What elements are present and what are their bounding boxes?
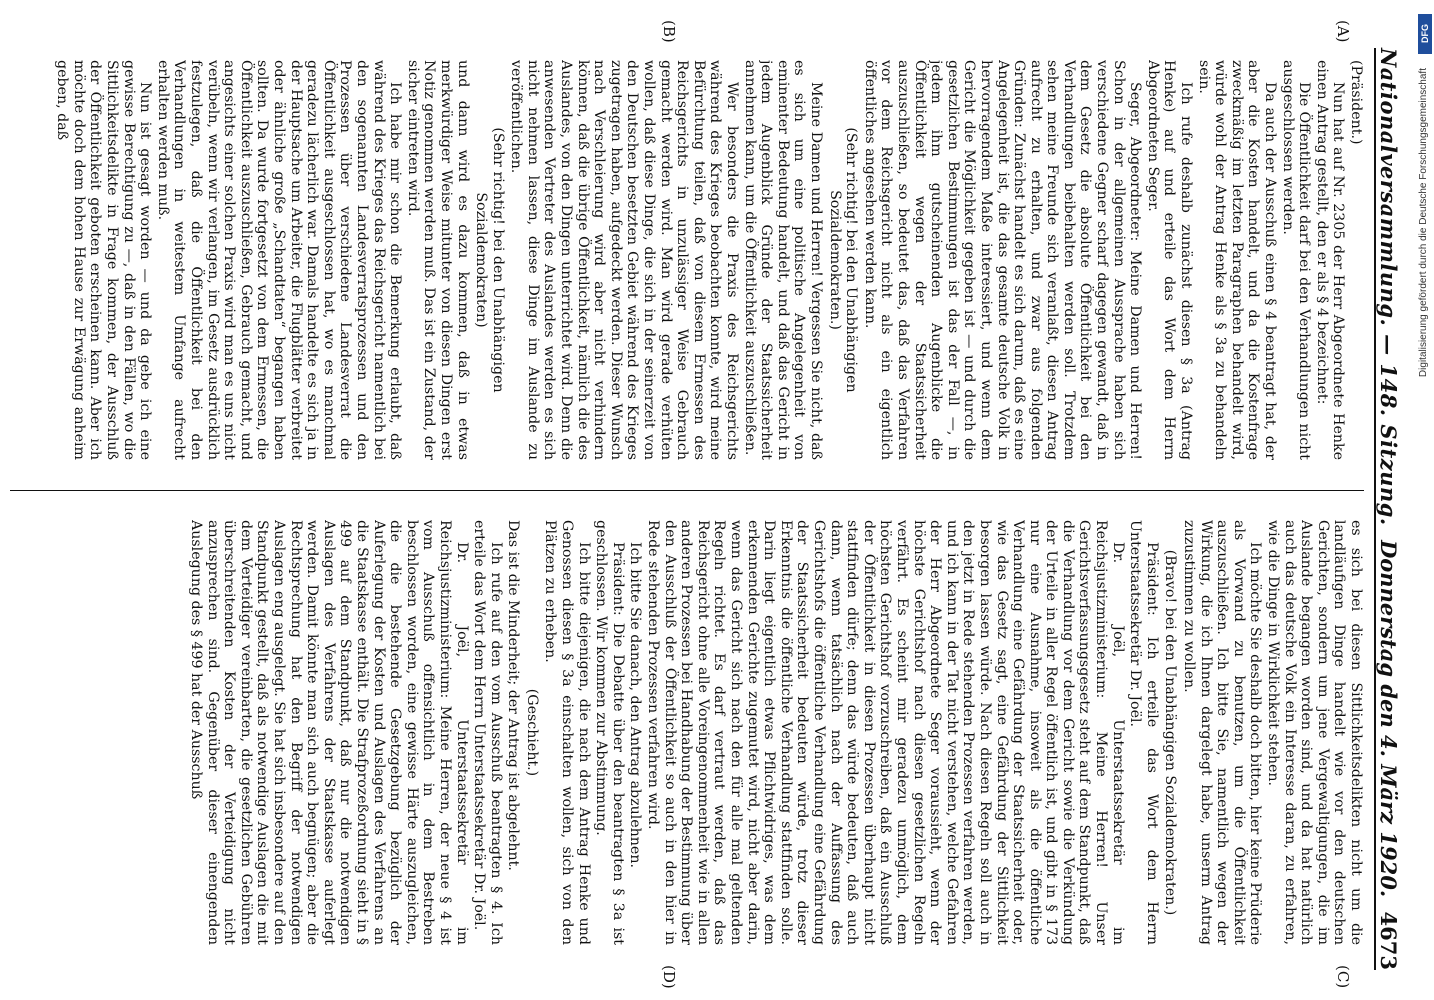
paragraph: Ich rufe deshalb zunächst diesen § 3a (Antrag Henke) auf und erteile das Wort dem Herrn Abgeordneten Seger. bbox=[1144, 60, 1195, 460]
margin-marker-a: (A) bbox=[1334, 20, 1352, 43]
paragraph: Da auch der Ausschuß einen § 4 beantragt hat, der aber die Kosten handelt, und da die Kostenfrage zweckmäßig im letzten Paragraphen behandelt wird, würde wohl der Antrag Henke als § 3a zu behandeln sein. bbox=[1195, 60, 1279, 460]
digitization-note: Digitalisierung gefördert durch die Deutsche Forschungsgemeinschaft bbox=[1418, 68, 1429, 378]
paragraph: Ich rufe auf den vom Ausschuß beantragten § 4. Ich erteile das Wort dem Herrn Unterstaatssekretär Dr. Joël. bbox=[471, 520, 504, 945]
margin-marker-d: (D) bbox=[660, 965, 678, 989]
paragraph: Das ist die Minderheit; der Antrag ist abgelehnt. bbox=[505, 520, 522, 871]
margin-marker-c: (C) bbox=[1334, 965, 1352, 989]
right-text-column bbox=[12, 520, 1364, 945]
paragraph: Nun ist gesagt worden — und da gebe ich eine gewisse Berechtigung zu —, daß in den Fällen, wo die Sittlichkeitsdelikte in Frage kommen, der Ausschluß der Öffentlichkeit geboten erscheinen kann. Aber ich möchte doch dem hohen Hause zur Erwägung anheim geben, daß bbox=[54, 60, 154, 460]
header-session: Nationalversammlung. — 148. Sitzung. bbox=[1376, 48, 1401, 526]
paragraph: und dann wird es dazu kommen, daß in etwas merkwürdiger Weise mitunter von diesen Dingen erst Notiz genommen werden muß. Das ist ein Zustand, der sicher eintreten wird. bbox=[404, 60, 471, 460]
paragraph: Präsident: Ich erteile das Wort dem Herrn Unterstaatssekretär Dr. Joël. bbox=[1127, 520, 1160, 945]
paragraph: Dr. Joël, Unterstaatssekretär im Reichsjustizministerium: Meine Herren! Unser Gerichtsverfassungsgesetz steht auf dem Standpunkt, daß die Verhandlung vor dem Gericht sowie die Verkündung der Urteile in aller Regel öffentlich ist, und gibt in § 173 nur eine Ausnahme, insoweit als die öffentliche Verhandlung eine Gefährdung der Staatssicherheit oder, wie das Gesetz sagt, eine Gefährdung der Sittlichkeit besorgen lassen würde. Nach diesen Regeln soll auch in den jetzt in Rede stehenden Prozessen verfahren werden, und ich kann in der Tat nicht verstehen, welche Gefahren der Herr Abgeordnete Seger voraussieht, wenn der höchste Gerichtshof nach diesen gesetzlichen Regeln verfährt. Es scheint mir geradezu unmöglich, dem höchsten Gerichtshof vorzuschreiben, daß ein Ausschluß der Öffentlichkeit in diesen Prozessen überhaupt nicht stattfinden dürfe; denn das würde bedeuten, daß auch dann, wenn tatsächlich nach der Auffassung des Gerichtshofs die öffentliche Verhandlung eine Gefährdung der Staatssicherheit bedeuten würde, trotz dieser Erkenntnis die öffentliche Verhandlung stattfinden solle. Darin liegt eigentlich etwas Pflichtwidriges, was dem erkennenden Gerichte zugemutet wird, nicht aber darin, wenn das Gericht sich nach den für alle mal geltenden Regeln richtet. Es darf vertraut werden, daß das Reichsgericht ohne alle Voreingenommenheit wie in allen anderen Prozessen bei Handhabung der Bestimmung über den Ausschluß der Öffentlichkeit so auch in den hier in Rede stehenden Prozessen verfahren wird. bbox=[645, 520, 1126, 945]
dfg-logo: DFG bbox=[1418, 14, 1432, 54]
paragraph: Ich bitte Sie danach, den Antrag abzulehnen. bbox=[627, 542, 644, 868]
paragraph: Meine Damen und Herren! Vergessen Sie nicht, daß es sich um eine politische Angelegenheit von eminenter Bedeutung handelt, und daß das Gericht in jedem Augenblick Gründe der Staatssicherheit annehmen kann, um die Öffentlichkeit auszuschließen. bbox=[741, 60, 824, 460]
paragraph: Ich habe mir schon die Bemerkung erlaubt, daß während des Krieges das Reichsgericht namentlich bei den sogenannten Landesverratsprozessen und den Prozessen über verschiedene Landesverrat die Öffentlichkeit ausgeschlossen hat, wo es manchmal geradezu lächerlich war. Damals handelte es sich ja in der Hauptsache um Arbeiter, die Flugblätter verbreitet oder ähnliche große „Schandtaten“ begangen haben sollten. Da wurde fortgesetzt von dem Ermessen, die Öffentlichkeit auszuschließen, Gebrauch gemacht, und angesichts einer solchen Praxis wird man es uns nicht verübeln, wenn wir verlangen, im Gesetz ausdrücklich festzulegen, daß die Öffentlichkeit bei den Verhandlungen in weitestem Umfange aufrecht erhalten werden muß. bbox=[154, 60, 404, 460]
paragraph: Nun hat auf Nr. 2305 der Herr Abgeordnete Henke einen Antrag gestellt, den er als § 4 bezeichnet: bbox=[1313, 60, 1347, 460]
interjection: (Sehr richtig! bei den Unabhängigen Sozialdemokraten.) bbox=[826, 127, 860, 393]
interjection: (Bravo! bei den Unabhängigen Sozialdemokraten.) bbox=[1162, 549, 1179, 916]
paragraph: Seger, Abgeordneter: Meine Damen und Herren! Schon in der allgemeinen Aussprache haben sich verschiedene Gegner scharf dagegen gewandt, daß in dem Gesetz die absolute Öffentlichkeit bei den Verhandlungen beibehalten werden soll. Trotzdem sehen meine Freunde sich veranlaßt, diesen Antrag aufrecht zu erhalten, und zwar aus folgenden Gründen: Zunächst handelt es sich darum, daß es eine Angelegenheit ist, die das gesamte deutsche Volk in hervorragendem Maße interessiert, und wenn dem Gericht die Möglichkeit gegeben ist — und durch die gesetzlichen Bestimmungen ist das der Fall —, in jedem ihm gutscheinenden Augenblicke die Öffentlichkeit wegen der Staatssicherheit auszuschließen, so bedeutet das, daß das Verfahren vor dem Reichsgericht nicht als ein eigentlich öffentliches angesehen werden kann. bbox=[861, 60, 1144, 460]
paragraph: Präsident: Die Debatte über den beantragten § 3a ist geschlossen. Wir kommen zur Abstimmung. bbox=[593, 520, 626, 945]
column-divider bbox=[10, 490, 1364, 491]
interjection: (Sehr richtig! bei den Unabhängigen Sozialdemokraten) bbox=[473, 127, 506, 393]
digitization-strip bbox=[1418, 8, 1432, 992]
paragraph: Ich bitte diejenigen, die nach dem Antrag Henke und Genossen diesen § 3a einschalten wollen, sich von den Plätzen zu erheben. bbox=[542, 520, 592, 945]
page-header bbox=[1374, 48, 1412, 970]
paragraph: Die Öffentlichkeit darf bei den Verhandlungen nicht ausgeschlossen werden. bbox=[1279, 60, 1313, 460]
left-text-column bbox=[12, 60, 1364, 460]
header-date: Donnerstag den 4. März 1920. bbox=[1376, 540, 1401, 898]
paragraph: Ich möchte Sie deshalb doch bitten, hier keine Prüderie als Vorwand zu benutzen, um die Öffentlichkeit auszuschließen. Ich bitte Sie, namentlich wegen der Wirkung, die ich Ihnen dargelegt habe, unserm Antrag zuzustimmen zu wollen. bbox=[1181, 520, 1264, 945]
interjection: (Geschieht.) bbox=[523, 688, 540, 777]
paragraph: es sich bei diesen Sittlichkeitsdelikten nicht um die landläufigen Dinge handelt wie vor den deutschen Gerichten, sondern um jene Vergewaltigungen, die im Auslande begangen worden sind, und da hat natürlich auch das deutsche Volk ein Interesse daran, zu erfahren, wie die Dinge in Wirklichkeit stehen. bbox=[1265, 520, 1364, 945]
paragraph: Dr. Joël, Unterstaatssekretär im Reichsjustizministerium: Meine Herren, der neue § 4 ist vom Ausschuß offensichtlich in dem Bestreben beschlossen worden, eine gewisse Härte auszugleichen, die die bestehende Gesetzgebung bezüglich der Auferlegung der Kosten und Auslagen des Verfahrens an die Staatskasse enthält. Die Strafprozeßordnung sieht in § 499 auf dem Standpunkt, daß nur die notwendigen Auslagen des Verfahrens der Staatskasse auferlegt werden. Damit könnte man sich auch begnügen; aber die Rechtsprechung hat den Begriff der notwendigen Auslagen eng ausgelegt. Sie hat sich insbesondere auf den Standpunkt gestellt, daß als notwendige Auslagen die mit dem Verteidiger vereinbarten, die gesetzlichen Gebühren überschreitenden Kosten der Verteidigung nicht anzusprechen sind. Gegenüber dieser einengenden Auslegung des § 499 hat der Ausschuß bbox=[188, 520, 470, 945]
header-page-number: 4673 bbox=[1376, 911, 1401, 970]
margin-marker-b: (B) bbox=[660, 20, 678, 43]
paragraph: (Präsident.) bbox=[1348, 60, 1364, 145]
paragraph: Wer besonders die Praxis des Reichsgerichts während des Krieges beobachten konnte, wird meine Befürchtung teilen, daß von diesem Ermessen des Reichsgerichts in unzulässiger Weise Gebrauch gemacht werden wird. Man wird gerade verhüten wollen, daß diese Dinge, die sich in der seinerzeit von den Deutschen besetzten Gebiet während des Krieges zugetragen haben, aufgedeckt werden. Dieser Wunsch nach Verschleierung wird aber nicht verhindern können, daß die übrige Öffentlichkeit, nämlich die des Auslandes, von den Dingen unterrichtet wird. Denn die anwesenden Vertreter des Auslandes werden es sich nicht nehmen lassen, diese Dinge im Auslande zu veröffentlichen. bbox=[508, 60, 741, 460]
